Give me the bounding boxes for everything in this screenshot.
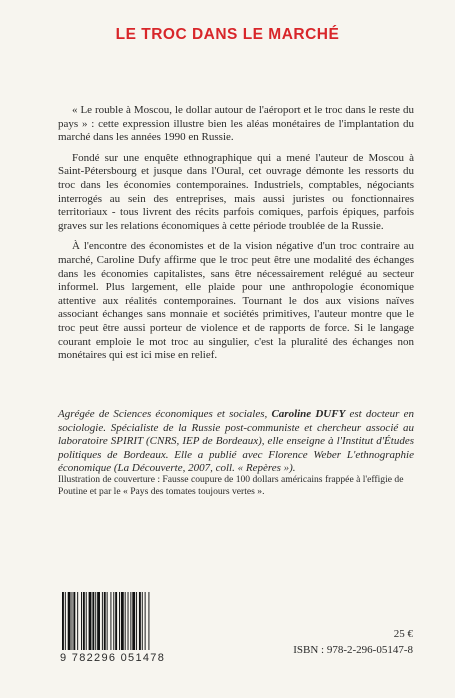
bio-intro: Agrégée de Sciences économiques et sociales, — [58, 408, 272, 420]
barcode-bar — [115, 592, 117, 650]
barcode-bar — [132, 592, 135, 650]
barcode-image — [60, 592, 178, 650]
barcode-bar — [72, 592, 73, 650]
book-title: LE TROC DANS LE MARCHÉ — [115, 26, 340, 43]
barcode-bar — [92, 592, 94, 650]
blurb-paragraph-2: Fondé sur une enquête ethnographique qui a mené l'auteur de Moscou à Saint-Pétersbourg et jusque dans l'Oural, cet ouvrage démonte les ressorts du troc dans les économies contemporaines. Industriels, comptables, négociants interrogés au sein des entreprises, mais aussi juristes ou fonctionnaires territoriaux - tous livrent des récits parfois comiques, parfois épiques, parfois graves sur les relations économiques à cette période troublée de la Russie. — [58, 151, 414, 232]
barcode-bar — [95, 592, 96, 650]
barcode-bar — [89, 592, 92, 650]
barcode-digits: 9 782296 051478 — [60, 652, 166, 664]
barcode-bar — [102, 592, 103, 650]
blurb — [58, 104, 414, 370]
author-name: Caroline DUFY — [271, 408, 346, 420]
blurb-paragraph-3: À l'encontre des économistes et de la vision négative d'un troc contraire au marché, Caroline Dufy affirme que le troc peut être une modalité des échanges dans les économies capitalistes, sans être nécessairement relégué au secteur informel. Plus largement, elle plaide pour une anthropologie économique attentive aux réalités contemporaines. Tournant le dos aux visions naïves associant échanges sans monnaie et sociétés primitives, l'auteur montre que le troc peut être aussi porteur de violence et de rapports de force. Si le langage courant emploie le mot troc au singulier, c'est la pluralité des échanges non monétaires qui est ici mise en relief. — [58, 240, 414, 362]
barcode-bar — [77, 592, 78, 650]
barcode-bar — [130, 592, 131, 650]
isbn: ISBN : 978-2-296-05147-8 — [293, 644, 413, 656]
barcode-bar — [119, 592, 120, 650]
barcode-bar — [121, 592, 124, 650]
barcode-block — [60, 592, 178, 664]
barcode-bar — [125, 592, 126, 650]
barcode-bar — [148, 592, 149, 650]
barcode-bar — [86, 592, 87, 650]
barcode-bar — [65, 592, 66, 650]
price: 25 € — [393, 628, 413, 640]
barcode-bar — [128, 592, 129, 650]
barcode-bar — [113, 592, 114, 650]
barcode-bar — [68, 592, 71, 650]
barcode-bar — [145, 592, 146, 650]
barcode-bar — [136, 592, 137, 650]
cover-illustration-credit: Illustration de couverture : Fausse coupure de 100 dollars américains frappée à l'effigie de Poutine et par le « Pays des tomates toujours vertes ». — [58, 474, 404, 497]
barcode-bar — [97, 592, 100, 650]
barcode-bar — [104, 592, 106, 650]
barcode-bar — [62, 592, 64, 650]
barcode-bar — [110, 592, 111, 650]
author-bio-text — [58, 408, 414, 476]
barcode-bar — [73, 592, 75, 650]
bio-rest: est docteur en sociologie. Spécialiste de la Russie post-communiste et chercheur associé au laboratoire SPIRIT (CNRS, IEP de Bordeaux), elle enseigne à l'Institut d'Études politiques de Bordeaux. Elle a publié avec Florence Weber L'ethnographie économique (La Découverte, 2007, coll. « Repères »). — [58, 408, 414, 475]
barcode-bar — [107, 592, 108, 650]
barcode-bar — [142, 592, 143, 650]
blurb-paragraph-1: « Le rouble à Moscou, le dollar autour de l'aéroport et le troc dans le reste du pays » : cette expression illustre bien les aléas monétaires de l'implantation du marché dans les années 1990 en Russie. — [58, 104, 414, 144]
author-bio — [58, 408, 414, 476]
barcode-bar — [139, 592, 141, 650]
barcode-bar — [83, 592, 85, 650]
barcode-bar — [81, 592, 82, 650]
